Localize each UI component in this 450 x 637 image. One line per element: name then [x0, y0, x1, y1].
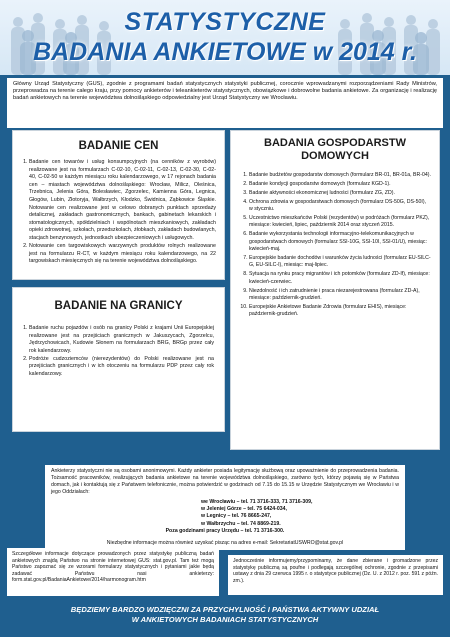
phone-item: w Legnicy – tel. 76 8665-247,	[201, 513, 272, 520]
border-survey-title: BADANIE NA GRANICY	[54, 300, 183, 312]
price-survey-list	[29, 159, 216, 266]
household-survey-list	[249, 172, 431, 319]
household-survey-title: BADANIA GOSPODARSTW DOMOWYCH	[264, 137, 406, 162]
list-item: 1. Badanie ruchu pojazdów i osób na granicy Polski z krajami Unii Europejskiej realizowane jest na przejściach granicznych w Jakuszycach, Zgorzelcu, Jędrzychowicach, Kudowie Słonem na formularzach BRG, BRGp przez cały rok kalendarzowy.	[29, 325, 214, 355]
border-survey-box	[12, 287, 225, 432]
after-hours-phone: Poza godzinami pracy Urzędu – tel. 71 3716-300.	[165, 528, 285, 535]
list-item: 1. Badanie cen towarów i usług konsumpcyjnych (na cenników z wyrobów) realizowane jest na formularzach C-02-10, C-02-11, C-02-13, C-02-30, C-02-40, C-02-50 w każdym miesiącu roku kalendarzowego, w 17 rejonach badania cen – miastach województwa dolnośląskiego: Wrocław, Milicz, Oleśnica, Trzebnica, Jelenia Góra, Bolesławiec, Zgorzelec, Kamienna Góra, Legnica, Głogów, Lubin, Złotoryja, Wałbrzych, Kłodzko, Świdnica, Ząbkowice Śląskie. Notowanie cen realizowane jest w celowo dobranych punktach sprzedaży detalicznej, zakładach gastronomicznych, bankach, gabinetach lekarskich i stomatologicznych, spółdzielniach i wspólnotach mieszkaniowych, zakładach opieki zdrowotnej, szkołach, przedszkolach, żłobkach, zakładach budowlanych, stacjach benzynowych, jednostkach ubezpieczeniowych i usługowych.	[29, 159, 216, 243]
list-item: 10. Europejskie Ankietowe Badanie Zdrowia (formularz EHIS), miesiące: październik-grudzień.	[249, 304, 431, 319]
confidentiality-info-panel: Jednocześnie informujemy/przypominamy, że dane zbierane i gromadzone przez statystykę publiczną są poufne i podlegają szczególnej ochronie, zgodnie z przepisami ustawy z dnia 29 czerwca 1995 r. o statystyce publicznej (Dz. U. z 2012 r. poz. 591 z późn. zm.).	[228, 555, 443, 595]
border-survey-list	[29, 325, 214, 379]
list-item: 2. Podróże cudzoziemców (nierezydentów) do Polski realizowane jest na przejściach granicznych i w ich otoczeniu na formularzu PDP przez cały rok kalendarzowy.	[29, 356, 214, 379]
list-item: 3. Badanie aktywności ekonomicznej ludności (formularz ZG, ZD).	[249, 190, 431, 197]
page-title-line2: BADANIA ANKIETOWE w 2014 r.	[33, 38, 417, 66]
list-item: 4. Ochrona zdrowia w gospodarstwach domowych (formularz DS-50G, DS-50I), w styczniu.	[249, 199, 431, 214]
phone-item: w Wałbrzychu – tel. 74 8869-219.	[201, 520, 281, 527]
header-banner	[0, 0, 450, 75]
contact-email: Niezbędne informacje można również uzyskać pisząc na adres e-mail: SekretariatUSWRO@stat.gov.pl	[106, 540, 344, 547]
list-item: 2. Notowanie cen targowiskowych warzywnych produktów rolnych realizowane jest na formularzu R-CT, w każdym miesiącu roku kalendarzowego, na 22 targowiskach miesięcznych się na terenie województwa dolnośląskiego.	[29, 243, 216, 266]
footer-line1: BĘDZIEMY BARDZO WDZIĘCZNI ZA PRZYCHYLNOŚĆ I PAŃSTWA AKTYWNY UDZIAŁ	[70, 605, 380, 614]
interviewer-info-panel	[45, 465, 405, 550]
list-item: 1. Badanie budżetów gospodarstw domowych (formularz BR-01, BR-01a, BR-04).	[249, 172, 431, 179]
list-item: 6. Badanie wykorzystania technologii informacyjno-telekomunikacyjnych w gospodarstwach domowych (formularz SSI-10G, SSI-10I, SSI-01/U), miesiąc: kwiecień-maj.	[249, 231, 431, 253]
phone-list	[201, 499, 399, 528]
interviewer-info-text: Ankieterzy statystyczni nie są osobami anonimowymi. Każdy ankieter posiada legitymację służbową oraz upoważnienie do przeprowadzenia badania. Tożsamość pracowników, realizujących badania ankietowe na terenie województwa dolnośląskiego, zarówno tych, którzy pojawią się w Państwa domach, jak i kontaktują się z Państwem telefonicznie, można potwierdzić w godzinach od 7.15 do 15.15 w Urzędzie Statystycznym we Wrocławiu i w jego Oddziałach:	[51, 468, 399, 495]
price-survey-box	[12, 130, 225, 280]
phone-item: w Jeleniej Górze – tel. 75 6424-034,	[201, 506, 287, 513]
list-item: 7. Europejskie badanie dochodów i warunków życia ludności (formularz EU-SILC-G, EU-SILC-I), miesiąc: maj-lipiec.	[249, 255, 431, 270]
details-info-panel: Szczegółowe informacje dotyczące prowadzonych przez statystykę publiczną badań ankietowych znajdą Państwo na stronie internetowej GUS: stat.gov.pl. Tam też mogą Państwo zapoznać się ze wzorami formularzy statystycznych i pytaniami jakie będą zadawać Państwu nasi ankieterzy: form.stat.gov.pl/BadaniaAnkietowe/2014/harmonogram.htm	[7, 548, 219, 596]
price-survey-title: BADANIE CEN	[78, 140, 159, 152]
phone-item: we Wrocławiu – tel. 71 3716-333, 71 3716-309,	[201, 498, 313, 505]
footer-message	[0, 605, 450, 625]
list-item: 5. Uczestnictwo mieszkańców Polski (rezydentów) w podróżach (formularz PKZ), miesiące: kwiecień, lipiec, październik 2014 oraz styczeń 2015.	[249, 215, 431, 230]
footer-line2: W ANKIETOWYCH BADANIACH STATYSTYCZNYCH	[131, 615, 319, 624]
page-title-line1: STATYSTYCZNE	[124, 8, 326, 36]
intro-text: Główny Urząd Statystyczny (GUS), zgodnie z programami badań statystycznych statystyki publicznej, corocznie wprowadzanymi rozporządzeniami Rady Ministrów, przeprowadza na terenie całego kraju, przy pomocy ankieterów i teleankieterów statystycznych, obowiązkowe i dobrowolne badania ankietowe. Za organizację i realizację badań ankietowych na terenie województwa dolnośląskiego odpowiedzialny jest Urząd Statystyczny we Wrocławiu.	[7, 78, 443, 128]
list-item: 9. Niezdolność i ich zatrudnienie i praca niezarejestrowana (formularz ZD-A), miesiące: październik-grudzień.	[249, 288, 431, 303]
list-item: 8. Sytuacja na rynku pracy migrantów i ich potomków (formularz ZD-If), miesiące: kwiecień-czerwiec.	[249, 271, 431, 286]
list-item: 2. Badanie kondycji gospodarstw domowych (formularz KGD-1).	[249, 181, 431, 188]
household-survey-box	[230, 130, 440, 450]
